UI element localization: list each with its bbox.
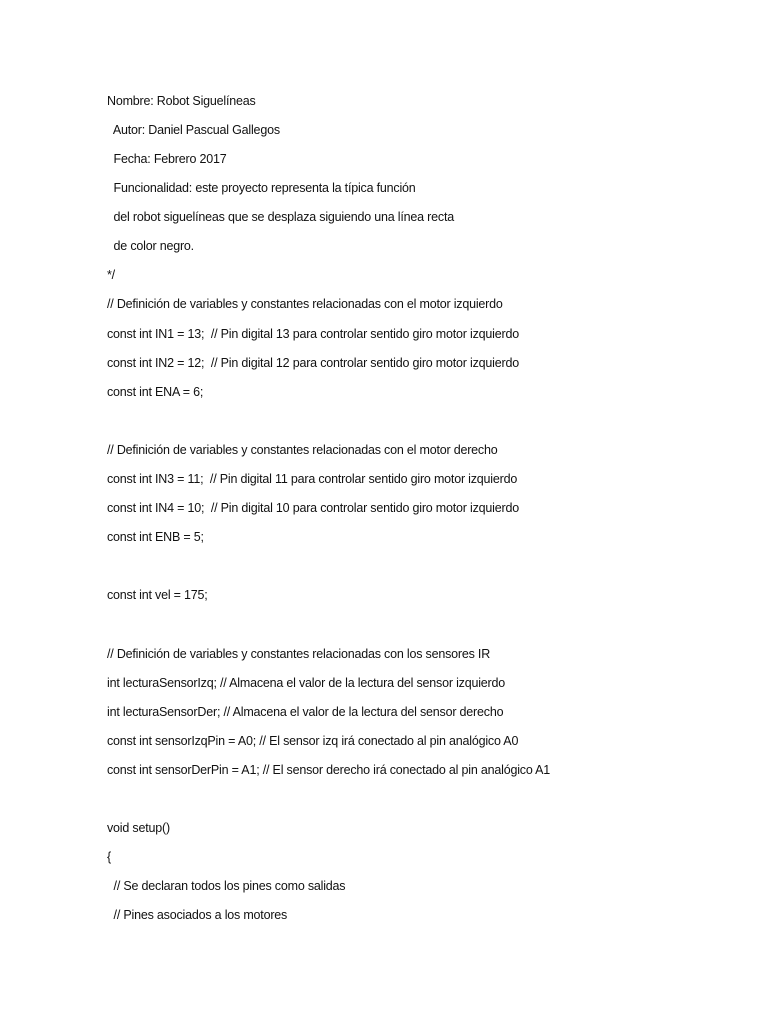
code-line: const int vel = 175; bbox=[107, 588, 208, 602]
code-line: { bbox=[107, 850, 111, 864]
code-line: // Definición de variables y constantes relacionadas con el motor derecho bbox=[107, 443, 498, 457]
code-line: // Definición de variables y constantes relacionadas con los sensores IR bbox=[107, 647, 491, 661]
code-line: int lecturaSensorIzq; // Almacena el valor de la lectura del sensor izquierdo bbox=[107, 676, 506, 690]
code-line: // Se declaran todos los pines como salidas bbox=[107, 879, 346, 893]
code-line: Fecha: Febrero 2017 bbox=[107, 152, 227, 166]
code-line: void setup() bbox=[107, 821, 170, 835]
code-line: // Definición de variables y constantes relacionadas con el motor izquierdo bbox=[107, 297, 503, 311]
code-line: const int IN1 = 13; // Pin digital 13 para controlar sentido giro motor izquierdo bbox=[107, 327, 519, 341]
code-line: Nombre: Robot Siguelíneas bbox=[107, 94, 256, 108]
code-line: Autor: Daniel Pascual Gallegos bbox=[107, 123, 280, 137]
code-line: const int sensorDerPin = A1; // El sensor derecho irá conectado al pin analógico A1 bbox=[107, 763, 551, 777]
code-line: int lecturaSensorDer; // Almacena el valor de la lectura del sensor derecho bbox=[107, 705, 504, 719]
code-line: de color negro. bbox=[107, 239, 194, 253]
code-line: */ bbox=[107, 268, 115, 282]
code-line: const int IN4 = 10; // Pin digital 10 para controlar sentido giro motor izquierdo bbox=[107, 501, 519, 515]
code-line: const int ENB = 5; bbox=[107, 530, 204, 544]
code-line: del robot siguelíneas que se desplaza siguiendo una línea recta bbox=[107, 210, 454, 224]
code-line: Funcionalidad: este proyecto representa la típica función bbox=[107, 181, 416, 195]
code-line: // Pines asociados a los motores bbox=[107, 908, 288, 922]
code-line: const int ENA = 6; bbox=[107, 385, 204, 399]
code-line: const int sensorIzqPin = A0; // El sensor izq irá conectado al pin analógico A0 bbox=[107, 734, 519, 748]
code-line: const int IN2 = 12; // Pin digital 12 para controlar sentido giro motor izquierdo bbox=[107, 356, 519, 370]
code-line: const int IN3 = 11; // Pin digital 11 para controlar sentido giro motor izquierdo bbox=[107, 472, 518, 486]
